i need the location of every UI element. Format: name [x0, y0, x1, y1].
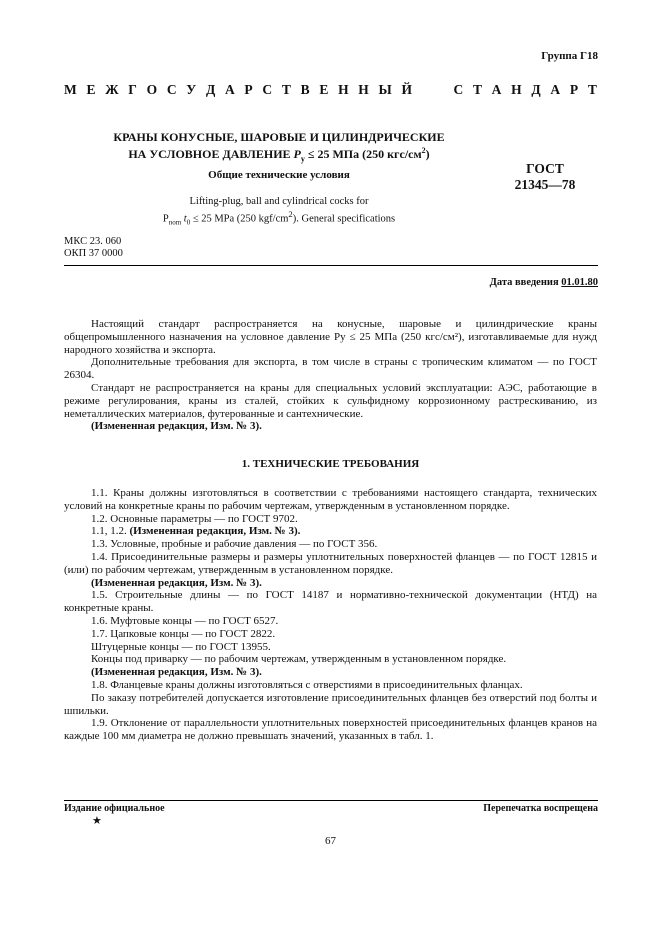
gost-number: 21345—78 — [514, 177, 576, 192]
section-paragraph: Концы под приварку — по рабочим чертежам, утвержденным в установленном порядке. — [91, 653, 507, 666]
banner-letter: Н — [511, 82, 522, 97]
banner-letter: С — [166, 82, 177, 97]
reprint-forbidden-note: Перепечатка воспрещена — [483, 803, 598, 814]
section-paragraph: 1.1. Краны должны изготовляться в соответствии с требованиями настоящего стандарта, технических условий на конкретные краны по рабочим чертежам, утвержденным в установленном порядке. — [64, 487, 597, 512]
section-paragraph: 1.7. Цапковые концы — по ГОСТ 2822. — [91, 627, 276, 640]
mks-code: МКС 23. 060 — [64, 236, 122, 247]
banner-letter: Й — [401, 82, 413, 97]
official-edition-note: Издание официальное — [64, 803, 165, 814]
banner-letter: Г — [128, 82, 137, 97]
footer-divider — [64, 800, 598, 801]
banner-letter: Т — [472, 82, 482, 97]
banner-letter: Н — [358, 82, 369, 97]
section-paragraph: 1.6. Муфтовые концы — по ГОСТ 6527. — [91, 614, 279, 627]
intro-paragraph: Дополнительные требования для экспорта, в том числе в страны с тропическим климатом — по ГОСТ 26304. — [64, 356, 597, 382]
banner-letter: Р — [569, 82, 579, 97]
header-divider — [64, 265, 598, 266]
intro-paragraph: (Измененная редакция, Изм. № 3). — [91, 420, 262, 433]
banner-letter: Т — [587, 82, 597, 97]
banner-letter: Е — [319, 82, 329, 97]
gost-designation — [490, 161, 600, 193]
banner-letter: Е — [86, 82, 96, 97]
english-title — [64, 196, 494, 229]
classification-codes — [64, 236, 123, 260]
banner-letter: О — [146, 82, 158, 97]
banner-letter: С — [262, 82, 273, 97]
banner-letter: А — [550, 82, 561, 97]
banner-letter: Т — [281, 82, 291, 97]
introduction-date-value: 01.01.80 — [561, 277, 598, 288]
intro-paragraph: Настоящий стандарт распространяется на конусные, шаровые и цилиндрические краны общепромышленного назначения на условное давление Pу ≤ 25 МПа (250 кгс/см²), изготавливаемые для нужд народного хозяйства и экспорта. — [64, 318, 597, 356]
section-paragraph: 1.2. Основные параметры — по ГОСТ 9702. — [91, 512, 298, 525]
title-line-2: НА УСЛОВНОЕ ДАВЛЕНИЕ $P_y \le 25$ МПа (250 кгс/$см^2$) — [128, 146, 430, 164]
banner-letter: У — [186, 82, 197, 97]
banner-letter: Д — [531, 82, 541, 97]
intro-paragraphs — [64, 318, 597, 433]
banner-letter: С — [453, 82, 464, 97]
banner-letter: Н — [338, 82, 349, 97]
banner-letter: Р — [244, 82, 253, 97]
section-body — [64, 487, 597, 743]
group-code: Группа Г18 — [541, 50, 598, 62]
section-paragraph: 1.8. Фланцевые краны должны изготовляться с отверстиями в присоединительных фланцах. — [91, 678, 523, 691]
banner-letter: В — [300, 82, 310, 97]
section-paragraph: Штуцерные концы — по ГОСТ 13955. — [91, 640, 271, 653]
english-title-line-1: Lifting-plug, ball and cylindrical cocks for — [189, 196, 369, 207]
section-paragraph: 1.3. Условные, пробные и рабочие давления — по ГОСТ 356. — [91, 538, 378, 551]
banner-letter: Ж — [105, 82, 119, 97]
standard-banner — [64, 82, 597, 98]
introduction-date: Дата введения 01.01.80 — [489, 277, 598, 288]
star-icon: ★ — [92, 815, 102, 827]
banner-letter: А — [491, 82, 502, 97]
gost-name: ГОСТ — [526, 161, 564, 176]
english-title-line-2: $P_{nom}$ $t_0 \le 25$ MPa (250 kgf/$cm^2$). General specifications — [162, 209, 396, 227]
section-paragraph: По заказу потребителей допускается изготовление присоединительных фланцев без отверстий под болты и шпильки. — [64, 691, 597, 717]
banner-letter: М — [64, 82, 77, 97]
title-line-1: КРАНЫ КОНУСНЫЕ, ШАРОВЫЕ И ЦИЛИНДРИЧЕСКИЕ — [113, 130, 445, 144]
page-number: 67 — [325, 835, 336, 847]
document-subtitle: Общие технические условия — [208, 169, 350, 181]
section-paragraph: 1.1, 1.2. (Измененная редакция, Изм. № 3). — [91, 525, 301, 538]
section-paragraph: (Измененная редакция, Изм. № 3). — [91, 576, 262, 589]
intro-paragraph: Стандарт не распространяется на краны для специальных условий эксплуатации: АЭС, работающие в режиме регулирования, краны из сталей, стойких к сульфидному коррозионному растрескиванию, из неметаллических материалов, футерованные и сантехнические. — [64, 381, 597, 420]
section-paragraph: (Измененная редакция, Изм. № 3). — [91, 666, 262, 679]
okp-code: ОКП 37 0000 — [64, 248, 123, 259]
section-paragraph: 1.4. Присоединительные размеры и размеры уплотнительных поверхностей фланцев — по ГОСТ 12815 и (или) по рабочим чертежам, утвержденным в установленном порядке. — [64, 550, 597, 576]
banner-letter: А — [224, 82, 235, 97]
section-paragraph: 1.9. Отклонение от параллельности уплотнительных поверхностей присоединительных фланцев кранов на каждые 100 мм диаметра не должно превышать значений, указанных в табл. 1. — [64, 717, 597, 743]
document-title — [64, 131, 494, 165]
banner-letter: Д — [205, 82, 216, 97]
banner-letter: Ы — [378, 82, 392, 97]
section-title: 1. ТЕХНИЧЕСКИЕ ТРЕБОВАНИЯ — [241, 458, 420, 470]
section-paragraph: 1.5. Строительные длины — по ГОСТ 14187 и нормативно-технической документации (НТД) на конкретные краны. — [64, 589, 597, 615]
